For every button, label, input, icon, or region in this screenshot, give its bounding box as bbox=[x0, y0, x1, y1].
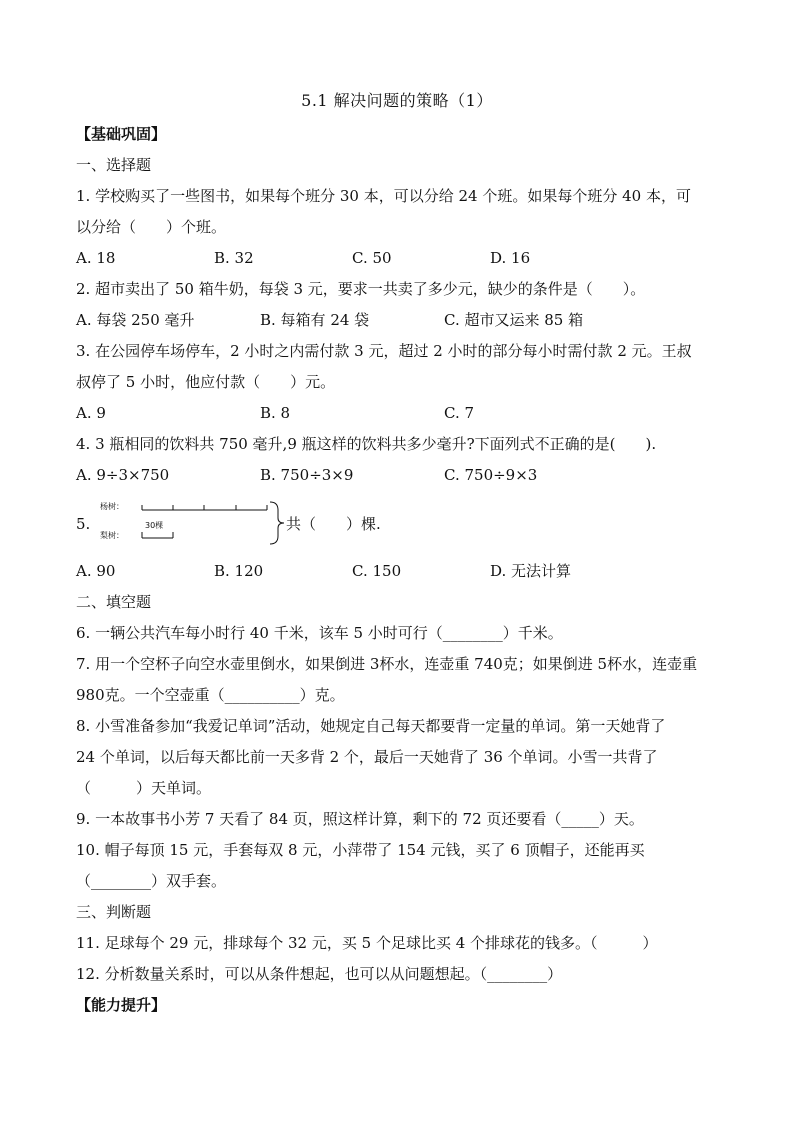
q3-option-c: C. 7 bbox=[444, 404, 475, 422]
q5-option-c: C. 150 bbox=[352, 562, 402, 580]
page-title: 5.1 解决问题的策略（1） bbox=[301, 91, 493, 110]
yang-bar bbox=[142, 505, 267, 510]
q4-option-b: B. 750÷3×9 bbox=[260, 466, 354, 484]
q10-line1: 10. 帽子每顶 15 元，手套每双 8 元，小萍带了 154 元钱，买了 6 顶帽子，还能再买 bbox=[76, 841, 645, 859]
q2-option-a: A. 每袋 250 毫升 bbox=[76, 311, 195, 329]
q1-option-c: C. 50 bbox=[352, 249, 392, 267]
q2-option-b: B. 每箱有 24 袋 bbox=[260, 311, 370, 329]
q5-option-a: A. 90 bbox=[76, 562, 116, 580]
q9: 9. 一本故事书小芳 7 天看了 84 页，照这样计算，剩下的 72 页还要看（_____）天。 bbox=[76, 810, 644, 828]
q8-line1: 8. 小雪准备参加“我爱记单词”活动，她规定自己每天都要背一定量的单词。第一天她背了 bbox=[76, 717, 666, 735]
q8-line3: （ ）天单词。 bbox=[76, 779, 212, 797]
brace bbox=[270, 502, 284, 544]
q11: 11. 足球每个 29 元，排球每个 32 元，买 5 个足球比买 4 个排球花的钱多。（ ） bbox=[76, 934, 658, 952]
q5-suffix: 共（ ）棵. bbox=[286, 515, 381, 533]
li-count: 30棵 bbox=[145, 521, 164, 530]
label-li: 梨树： bbox=[100, 531, 124, 540]
q3-option-a: A. 9 bbox=[76, 404, 106, 422]
section-basic: 【基础巩固】 bbox=[76, 125, 167, 143]
q2-line1: 2. 超市卖出了 50 箱牛奶，每袋 3 元，要求一共卖了多少元，缺少的条件是（ ）。 bbox=[76, 280, 646, 298]
li-bar bbox=[142, 532, 173, 538]
section-advance: 【能力提升】 bbox=[76, 996, 167, 1014]
section-choice: 一、选择题 bbox=[76, 156, 152, 174]
q1-option-b: B. 32 bbox=[214, 249, 254, 267]
q6: 6. 一辆公共汽车每小时行 40 千米，该车 5 小时可行（________）千米。 bbox=[76, 624, 563, 642]
q1-line1: 1. 学校购买了一些图书，如果每个班分 30 本，可以分给 24 个班。如果每个班分 40 本，可 bbox=[76, 187, 691, 205]
q7-line1: 7. 用一个空杯子向空水壶里倒水，如果倒进 3杯水，连壶重 740克；如果倒进 5杯水，连壶重 bbox=[76, 655, 698, 673]
q5-segment-diagram bbox=[100, 498, 300, 548]
q3-option-b: B. 8 bbox=[260, 404, 291, 422]
q4-option-c: C. 750÷9×3 bbox=[444, 466, 538, 484]
q12: 12. 分析数量关系时，可以从条件想起，也可以从问题想起。（________） bbox=[76, 965, 563, 983]
label-yang: 杨树： bbox=[100, 502, 124, 511]
q5-option-d: D. 无法计算 bbox=[490, 562, 572, 580]
q4-line1: 4. 3 瓶相同的饮料共 750 毫升,9 瓶这样的饮料共多少毫升?下面列式不正确的是( ). bbox=[76, 435, 657, 453]
section-judge: 三、判断题 bbox=[76, 903, 152, 921]
q1-line2: 以分给（ ）个班。 bbox=[76, 218, 227, 236]
q5-number: 5. bbox=[76, 515, 91, 533]
q5-option-b: B. 120 bbox=[214, 562, 264, 580]
q7-line2: 980克。一个空壶重（__________）克。 bbox=[76, 686, 345, 704]
section-fill: 二、填空题 bbox=[76, 593, 152, 611]
q1-option-d: D. 16 bbox=[490, 249, 531, 267]
q3-line2: 叔停了 5 小时，他应付款（ ）元。 bbox=[76, 373, 336, 391]
q8-line2: 24 个单词，以后每天都比前一天多背 2 个，最后一天她背了 36 个单词。小雪一共背了 bbox=[76, 748, 658, 766]
q4-option-a: A. 9÷3×750 bbox=[76, 466, 170, 484]
q10-line2: （________）双手套。 bbox=[76, 872, 227, 890]
q3-line1: 3. 在公园停车场停车，2 小时之内需付款 3 元，超过 2 小时的部分每小时需付款 2 元。王叔 bbox=[76, 342, 692, 360]
q1-option-a: A. 18 bbox=[76, 249, 116, 267]
q2-option-c: C. 超市又运来 85 箱 bbox=[444, 311, 584, 329]
